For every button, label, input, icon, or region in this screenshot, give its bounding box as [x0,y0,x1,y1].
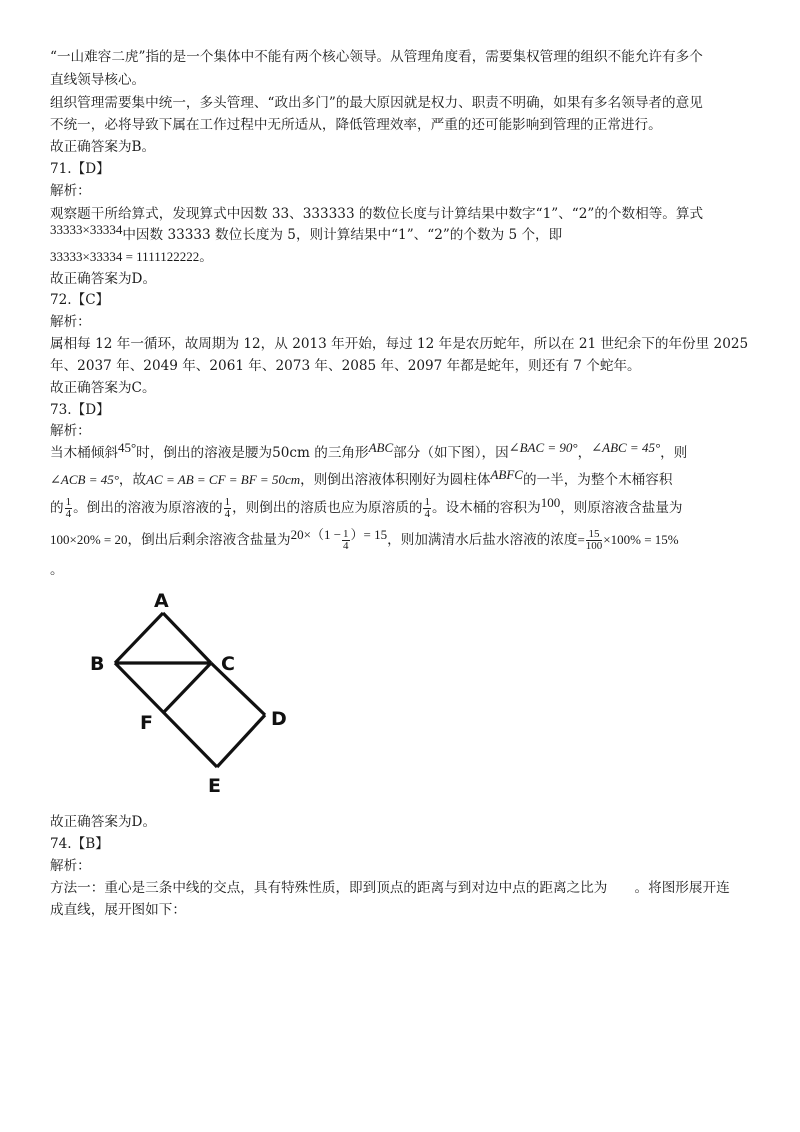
label-a: A [154,590,169,612]
question-heading: 72.【C】 [50,292,110,308]
label-d: D [271,708,287,730]
edge-cd [211,663,265,715]
text-span: ，倒出后剩余溶液含盐量为 [127,532,291,548]
text-span: ，则倒出溶液体积刚好为圆柱体 [300,472,491,488]
edge-ab [115,613,163,663]
text-line: “一山难容二虎”指的是一个集体中不能有两个核心领导。从管理角度看，需要集权管理的组织不能允许有多个 [50,49,703,65]
label-e: E [208,775,221,797]
text-line: 组织管理需要集中统一，多头管理、“政出多门”的最大原因就是权力、职责不明确，如果有多名领导者的意见 [50,95,703,111]
geometry-figure [80,585,320,800]
formula: ∠ABC = 45° [591,440,661,455]
text-span: 时，倒出的溶液是腰为50cm 的三角形 [136,445,369,461]
formula: 100×20% = 20 [50,532,128,547]
text-line [50,222,563,245]
text-span: ，则加满清水后盐水溶液的浓度 [387,532,578,548]
fraction: $\frac{1}{4}$ [224,496,231,520]
text-line: 方法一：重心是三条中线的交点，具有特殊性质，即到顶点的距离与到对边中点的距离之比为 。将图形展开连 [50,880,730,896]
formula: 33333×33334 = 1111122222 [50,249,200,264]
formula: ）= 15 [350,527,388,542]
text-span: ，则 [660,445,688,461]
answer-line: 故正确答案为D。 [50,814,157,830]
analysis-label: 解析： [50,423,91,439]
analysis-label: 解析： [50,314,91,330]
text-line: 直线领导核心。 [50,72,146,88]
edge-be [115,663,217,767]
text-line [50,467,673,490]
question-heading: 73.【D】 [50,402,110,418]
text-line: 不统一，必将导致下属在工作过程中无所适从，降低管理效率，严重的还可能影响到管理的正常进行。 [50,117,662,133]
text-line [50,529,679,552]
analysis-label: 解析： [50,858,91,874]
edge-de [217,715,265,767]
text-span: 部分（如下图），因 [393,445,509,461]
text-line: 属相每 12 年一循环，故周期为 12，从 2013 年开始，每过 12 年是农历蛇年，所以在 21 世纪余下的年份里 2025 [50,336,749,352]
text-span: 。设木桶的容积为 [431,500,541,516]
edge-ac [163,613,211,663]
text-span: ，则倒出的溶质也应为原溶质的 [232,500,423,516]
figure-lines [115,613,265,767]
formula: 20×（1 − [290,527,342,542]
text-line [50,440,688,463]
text-line: 成直线，展开图如下： [50,902,186,918]
label-c: C [221,653,235,675]
formula: ABFC [490,467,523,482]
text-span: ，故 [118,472,147,488]
label-b: B [90,653,105,675]
answer-line: 故正确答案为B。 [50,139,156,155]
text-line [50,247,213,267]
formula: AC = AB = CF = BF = 50cm [146,472,301,487]
answer-line: 故正确答案为D。 [50,271,157,287]
formula: 100 [540,495,561,510]
label-f: F [140,712,153,734]
formula: ∠BAC = 90° [508,440,578,455]
formula: 45° [117,440,137,455]
formula: ABC [368,440,394,455]
text-line: 年、2037 年、2049 年、2061 年、2073 年、2085 年、2097 年都是蛇年，则还有 7 个蛇年。 [50,358,641,374]
text-line: 。 [50,562,64,578]
text-line: 观察题干所给算式，发现算式中因数 33、333333 的数位长度与计算结果中数字“1”、“2”的个数相等。算式 [50,206,704,222]
answer-line: 故正确答案为C。 [50,380,156,396]
question-heading: 71.【D】 [50,161,110,177]
text-span: ， [577,445,592,461]
fraction: $\frac{15}{100}$ [585,528,603,552]
edge-cf [163,663,211,713]
fraction: $\frac{1}{4}$ [65,496,72,520]
text-line [50,497,683,520]
text-span: 中因数 33333 数位长度为 5，则计算结果中“1”、“2”的个数为 5 个，即 [122,227,563,243]
text-span: 。 [199,249,213,265]
text-span: 的一半，为整个木桶容积 [522,472,673,488]
formula: 33333×33334 [50,222,123,237]
text-span: 当木桶倾斜 [50,445,118,461]
analysis-label: 解析： [50,183,91,199]
text-span: 。倒出的溶液为原溶液的 [73,500,223,516]
text-span: ，则原溶液含盐量为 [560,500,683,516]
formula: ×100% = 15% [603,532,679,547]
text-span: 的 [50,500,64,516]
formula: ∠ACB = 45° [50,472,119,487]
fraction: $\frac{1}{4}$ [343,528,349,552]
formula: = [577,532,585,547]
fraction: $\frac{1}{4}$ [424,496,430,520]
question-heading: 74.【B】 [50,836,109,852]
